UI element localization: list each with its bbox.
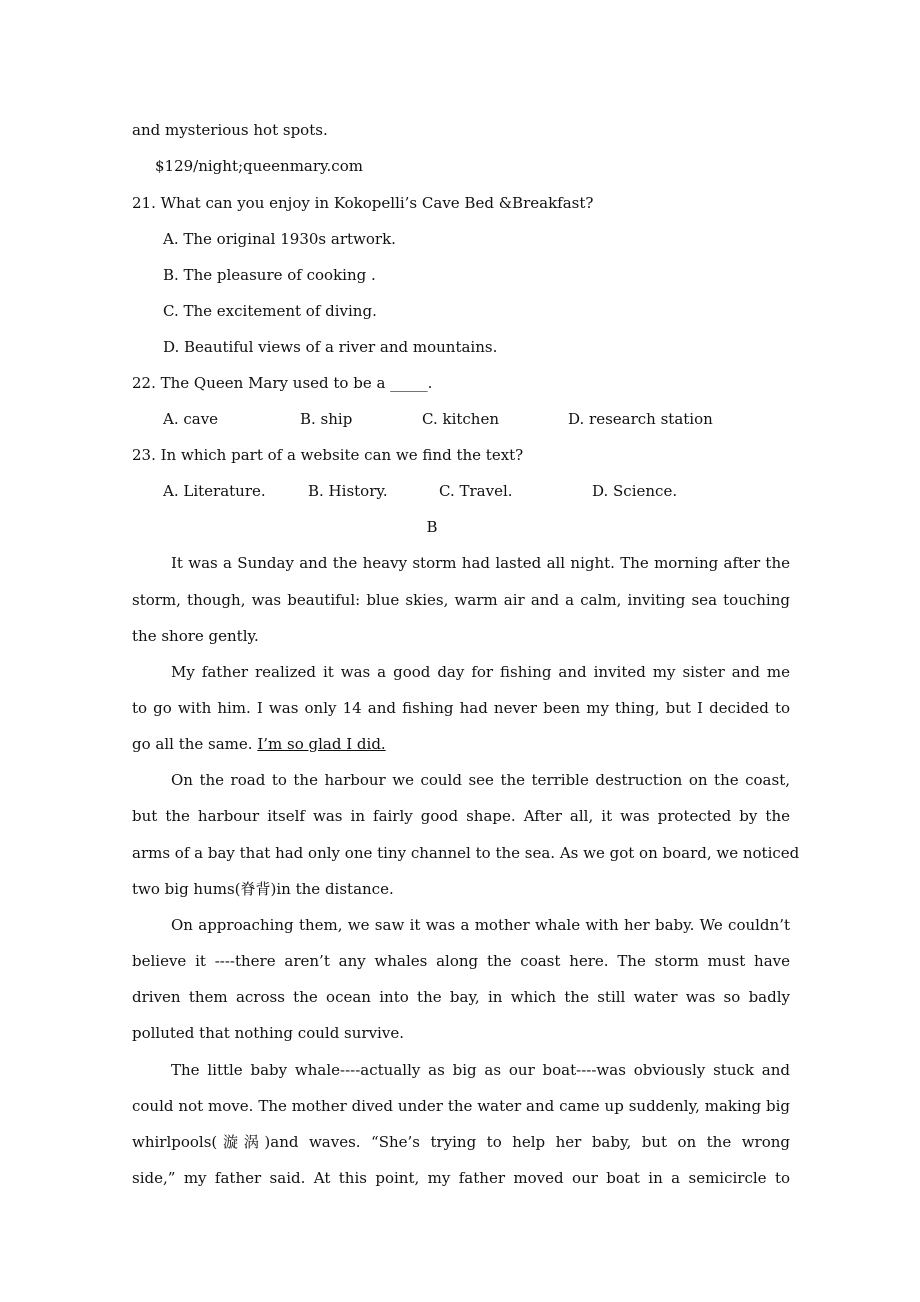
question-21-stem: 21. What can you enjoy in Kokopelli’s Cave Bed &Breakfast?	[132, 194, 594, 212]
passage-line: could not move. The mother dived under the water and came up suddenly, making big	[132, 1097, 790, 1115]
passage-line: On approaching them, we saw it was a mother whale with her baby. We couldn’t	[171, 916, 790, 934]
question-23-option-c: C. Travel.	[439, 482, 513, 500]
underlined-sentence: I’m so glad I did.	[257, 735, 386, 753]
passage-line: driven them across the ocean into the bay, in which the still water was so badly	[132, 988, 790, 1006]
question-23-stem: 23. In which part of a website can we find the text?	[132, 446, 524, 464]
passage-line: two big hums(脊背)in the distance.	[132, 880, 394, 898]
passage-line-text: go all the same.	[132, 735, 258, 753]
passage-line: whirlpools(漩涡)and waves. “She’s trying to help her baby, but on the wrong	[132, 1133, 790, 1151]
passage-line: On the road to the harbour we could see the terrible destruction on the coast,	[171, 771, 790, 789]
passage-a-tail-text: and mysterious hot spots.	[132, 121, 328, 139]
passage-line: storm, though, was beautiful: blue skies, warm air and a calm, inviting sea touching	[132, 591, 790, 609]
passage-line-with-underline	[132, 734, 790, 754]
passage-line: to go with him. I was only 14 and fishing had never been my thing, but I decided to	[132, 699, 790, 717]
question-22-option-d: D. research station	[568, 410, 713, 428]
price-website-text: $129/night;queenmary.com	[155, 157, 363, 175]
question-21-option-d: D. Beautiful views of a river and mountains.	[163, 338, 498, 356]
passage-line: but the harbour itself was in fairly good shape. After all, it was protected by the	[132, 807, 790, 825]
passage-line: arms of a bay that had only one tiny channel to the sea. As we got on board, we noticed	[132, 844, 800, 862]
question-23-option-a: A. Literature.	[163, 482, 266, 500]
passage-line: My father realized it was a good day for fishing and invited my sister and me	[171, 663, 790, 681]
passage-line: believe it ----there aren’t any whales along the coast here. The storm must have	[132, 952, 790, 970]
passage-line: polluted that nothing could survive.	[132, 1024, 404, 1042]
question-21-option-a: A. The original 1930s artwork.	[163, 230, 396, 248]
passage-line: The little baby whale----actually as big as our boat----was obviously stuck and	[171, 1061, 790, 1079]
question-23-option-d: D. Science.	[592, 482, 678, 500]
question-21-option-c: C. The excitement of diving.	[163, 302, 377, 320]
question-22-stem: 22. The Queen Mary used to be a _____.	[132, 374, 433, 392]
question-22-option-b: B. ship	[300, 410, 353, 428]
question-21-option-b: B. The pleasure of cooking .	[163, 266, 376, 284]
section-b-heading: B	[426, 518, 438, 536]
question-22-option-a: A. cave	[163, 410, 219, 428]
question-23-option-b: B. History.	[308, 482, 388, 500]
passage-line: It was a Sunday and the heavy storm had lasted all night. The morning after the	[171, 554, 790, 572]
passage-line: side,” my father said. At this point, my father moved our boat in a semicircle to	[132, 1169, 790, 1187]
passage-line: the shore gently.	[132, 627, 259, 645]
question-22-option-c: C. kitchen	[422, 410, 499, 428]
